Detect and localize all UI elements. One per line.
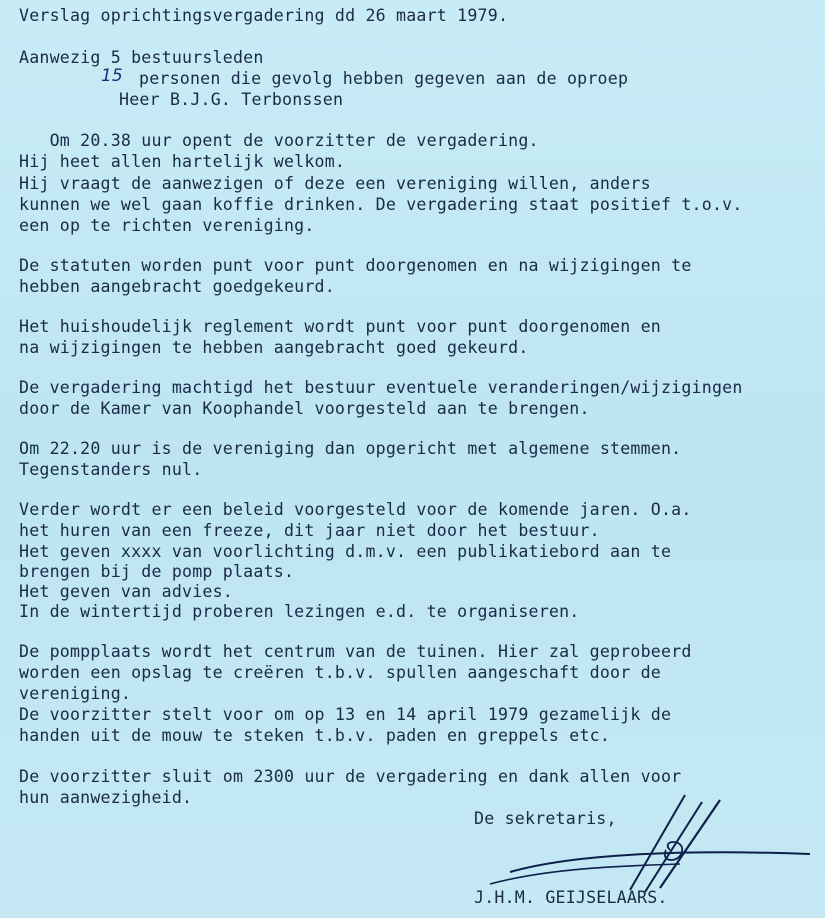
paragraph-line: Hij heet allen hartelijk welkom. [19, 152, 346, 171]
closing-text: De sekretaris, [474, 809, 617, 828]
paragraph-line: vereniging. [19, 684, 132, 703]
paragraph-line: hun aanwezigheid. [19, 788, 193, 807]
paragraph-line: De voorzitter stelt voor om op 13 en 14 april 1979 gezamelijk de [19, 705, 672, 724]
paragraph-line: kunnen we wel gaan koffie drinken. De vergadering staat positief t.o.v. [19, 195, 743, 214]
paragraph-line: door de Kamer van Koophandel voorgesteld aan te brengen. [19, 399, 590, 418]
signature-graphic [470, 780, 815, 900]
paragraph-line: In de wintertijd proberen lezingen e.d. te organiseren. [19, 602, 580, 621]
paragraph-line: na wijzigingen te hebben aangebracht goed gekeurd. [19, 338, 529, 357]
paragraph-line: De statuten worden punt voor punt doorgenomen en na wijzigingen te [19, 256, 692, 275]
paragraph-line: Hij vraagt de aanwezigen of deze een vereniging willen, anders [19, 174, 651, 193]
paragraph-line: De vergadering machtigd het bestuur eventuele veranderingen/wijzigingen [19, 378, 743, 397]
document-title: Verslag oprichtingsvergadering dd 26 maart 1979. [19, 6, 509, 25]
attendance-board: Aanwezig 5 bestuursleden [19, 48, 264, 67]
paragraph-line: handen uit de mouw te steken t.b.v. paden en greppels etc. [19, 726, 611, 745]
handwritten-count: 15 [101, 66, 123, 86]
paragraph-line: Om 20.38 uur opent de voorzitter de vergadering. [19, 131, 539, 150]
attendance-persons: personen die gevolg hebben gegeven aan de oproep [139, 69, 629, 88]
paragraph-line: Het huishoudelijk reglement wordt punt voor punt doorgenomen en [19, 317, 661, 336]
paragraph-line: De voorzitter sluit om 2300 uur de vergadering en dank allen voor [19, 767, 682, 786]
paragraph-line: Tegenstanders nul. [19, 460, 203, 479]
paragraph-line: brengen bij de pomp plaats. [19, 562, 295, 581]
paragraph-line: het huren van een freeze, dit jaar niet door het bestuur. [19, 521, 600, 540]
paragraph-line: een op te richten vereniging. [19, 216, 315, 235]
paragraph-line: De pompplaats wordt het centrum van de tuinen. Hier zal geprobeerd [19, 642, 692, 661]
attendance-guest: Heer B.J.G. Terbonssen [119, 90, 344, 109]
paragraph-line: Het geven xxxx van voorlichting d.m.v. een publikatiebord aan te [19, 542, 672, 561]
paragraph-line: Om 22.20 uur is de vereniging dan opgericht met algemene stemmen. [19, 439, 682, 458]
paragraph-line: Het geven van advies. [19, 582, 233, 601]
paragraph-line: hebben aangebracht goedgekeurd. [19, 277, 335, 296]
signatory-name: J.H.M. GEIJSELAARS. [474, 888, 668, 907]
paragraph-line: worden een opslag te creëren t.b.v. spullen aangeschaft door de [19, 663, 661, 682]
paragraph-line: Verder wordt er een beleid voorgesteld voor de komende jaren. O.a. [19, 500, 692, 519]
